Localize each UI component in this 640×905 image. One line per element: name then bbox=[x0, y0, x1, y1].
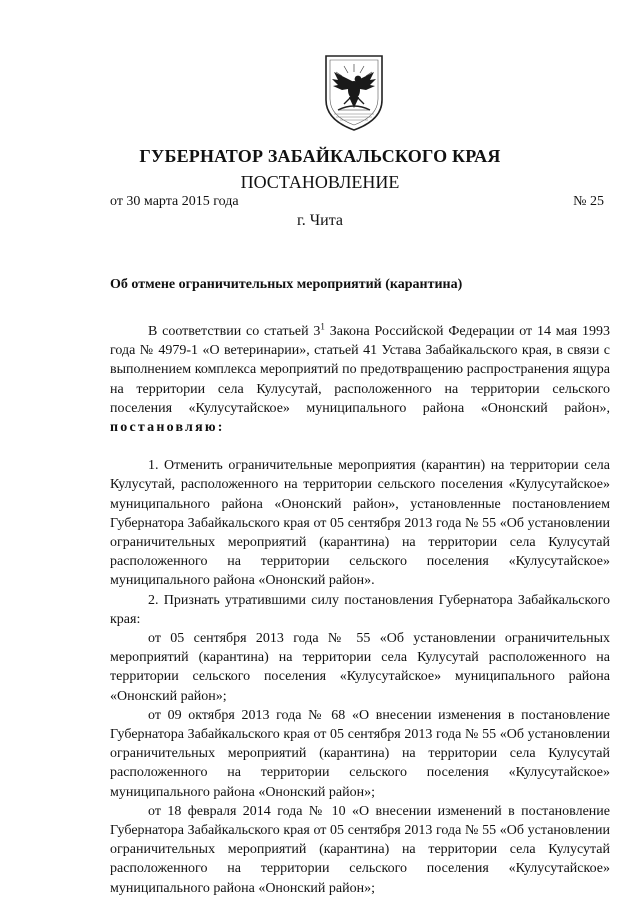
repealed-act-3: от 18 февраля 2014 года № 10 «О внесении изменений в постановление Губернатора Забайкальского края от 05 сентября 2013 года № 55 «Об установлении ограничительных мероприятий (карантина) на территории села Кулусутай расположенного на территории сельского поселения «Кулусутайское» муниципального района «Ононский район»; bbox=[110, 803, 610, 896]
repealed-act-1: от 05 сентября 2013 года № 55 «Об установлении ограничительных мероприятий (карантина) на территории села Кулусутай расположенного на территории сельского поселения «Кулусутайское» муниципального района «Ононский район»; bbox=[110, 631, 610, 704]
preamble-text-start: В соответствии со статьей 3 bbox=[148, 324, 321, 339]
document-type: ПОСТАНОВЛЕНИЕ bbox=[240, 172, 400, 192]
preamble-paragraph bbox=[110, 322, 610, 437]
document-body bbox=[110, 322, 610, 898]
document-number: № 25 bbox=[573, 194, 604, 209]
preamble-text-rest: Закона Российской Федерации от 14 мая 1993 года № 4979-1 «О ветеринарии», статьей 41 Устава Забайкальского края, в связи с выполнением комплекса мероприятий по предотвращению распространения ящура на территории села Кулусутай, расположенного на территории сельского поселения «Кулусутайское» муниципального района «Ононский район», bbox=[110, 324, 610, 416]
document-subject: Об отмене ограничительных мероприятий (карантина) bbox=[110, 277, 463, 292]
article-superscript: 1 bbox=[320, 321, 325, 332]
decree-word: постановляю: bbox=[110, 420, 225, 436]
governor-title: ГУБЕРНАТОР ЗАБАЙКАЛЬСКОГО КРАЯ bbox=[139, 146, 501, 166]
document-city: г. Чита bbox=[296, 212, 343, 229]
repealed-act-2: от 09 октября 2013 года № 68 «О внесении изменения в постановление Губернатора Забайкальского края от 05 сентября 2013 года № 55 «Об установлении ограничительных мероприятий (карантина) на территории села Кулусутай расположенного на территории сельского поселения «Кулусутайское» муниципального района «Ононский район»; bbox=[110, 707, 610, 800]
coat-of-arms-icon bbox=[322, 52, 386, 132]
clause-1-paragraph: 1. Отменить ограничительные мероприятия (карантин) на территории села Кулусутай, расположенного на территории сельского поселения «Кулусутайское» муниципального района «Ононский район», установленные постановлением Губернатора Забайкальского края от 05 сентября 2013 года № 55 «Об установлении ограничительных мероприятий (карантина) на территории села Кулусутай расположенного на территории сельского поселения «Кулусутайское» муниципального района «Ононский район». bbox=[110, 458, 610, 589]
clause-2-paragraph: 2. Признать утратившими силу постановления Губернатора Забайкальского края: bbox=[110, 592, 610, 627]
document-date: от 30 марта 2015 года bbox=[110, 194, 239, 209]
